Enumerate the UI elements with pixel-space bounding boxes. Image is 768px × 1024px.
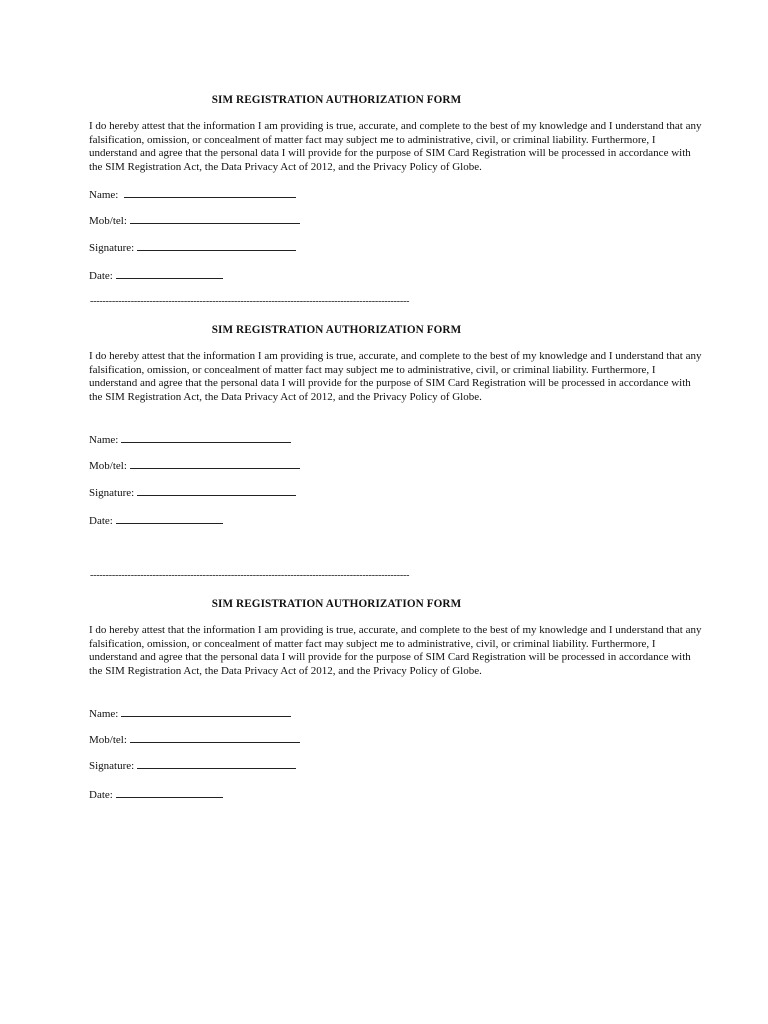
attestation-paragraph: I do hereby attest that the information I am providing is true, accurate, and complete to the best of my knowledge and I understand that any falsification, omission, or concealment of matter fact may subject me to administrative, civil, or criminal liability. Furthermore, I understand and agree that the personal data I will provide for the purpose of SIM Card Registration will be processed in accordance with the SIM Registration Act, the Data Privacy Act of 2012, and the Privacy Policy of Globe. (89, 624, 702, 677)
authorization-form-3 (89, 598, 709, 801)
mobtel-label: Mob/tel: (89, 734, 127, 746)
name-field[interactable] (89, 706, 291, 720)
attestation-paragraph: I do hereby attest that the information I am providing is true, accurate, and complete to the best of my knowledge and I understand that any falsification, omission, or concealment of matter fact may subject me to administrative, civil, or criminal liability. Furthermore, I understand and agree that the personal data I will provide for the purpose of SIM Card Registration will be processed in accordance with the SIM Registration Act, the Data Privacy Act of 2012, and the Privacy Policy of Globe. (89, 120, 702, 173)
cut-separator-2: ------------------------------------------------------------------------------------------------------ (90, 570, 410, 581)
signature-field[interactable] (89, 485, 296, 499)
mobtel-label: Mob/tel: (89, 460, 127, 472)
name-line[interactable] (121, 432, 291, 443)
attestation-paragraph: I do hereby attest that the information I am providing is true, accurate, and complete to the best of my knowledge and I understand that any falsification, omission, or concealment of matter fact may subject me to administrative, civil, or criminal liability. Furthermore, I understand and agree that the personal data I will provide for the purpose of SIM Card Registration will be processed in accordance with the SIM Registration Act, the Data Privacy Act of 2012, and the Privacy Policy of Globe. (89, 350, 702, 403)
mobtel-line[interactable] (130, 213, 300, 224)
authorization-form-1 (89, 94, 709, 282)
name-label: Name: (89, 434, 119, 446)
form-title: SIM REGISTRATION AUTHORIZATION FORM (211, 94, 462, 106)
name-line[interactable] (121, 706, 291, 717)
date-line[interactable] (116, 513, 223, 524)
signature-line[interactable] (137, 758, 296, 769)
date-field[interactable] (89, 787, 223, 801)
name-label: Name: (89, 189, 119, 201)
mobtel-field[interactable] (89, 213, 300, 227)
cut-separator-1: ------------------------------------------------------------------------------------------------------ (90, 296, 410, 307)
mobtel-line[interactable] (130, 458, 300, 469)
mobtel-field[interactable] (89, 458, 300, 472)
form-title: SIM REGISTRATION AUTHORIZATION FORM (211, 598, 462, 610)
form-title: SIM REGISTRATION AUTHORIZATION FORM (211, 324, 462, 336)
signature-field[interactable] (89, 758, 296, 772)
name-field[interactable] (89, 187, 296, 201)
signature-label: Signature: (89, 242, 135, 254)
mobtel-field[interactable] (89, 732, 300, 746)
date-label: Date: (89, 789, 113, 801)
mobtel-line[interactable] (130, 732, 300, 743)
name-field[interactable] (89, 432, 291, 446)
date-line[interactable] (116, 268, 223, 279)
signature-label: Signature: (89, 760, 135, 772)
date-field[interactable] (89, 513, 223, 527)
date-label: Date: (89, 515, 113, 527)
name-label: Name: (89, 708, 119, 720)
name-line[interactable] (124, 187, 296, 198)
signature-line[interactable] (137, 240, 296, 251)
date-label: Date: (89, 270, 113, 282)
signature-label: Signature: (89, 487, 135, 499)
date-line[interactable] (116, 787, 223, 798)
signature-line[interactable] (137, 485, 296, 496)
date-field[interactable] (89, 268, 223, 282)
authorization-form-2 (89, 324, 709, 527)
mobtel-label: Mob/tel: (89, 215, 127, 227)
signature-field[interactable] (89, 240, 296, 254)
